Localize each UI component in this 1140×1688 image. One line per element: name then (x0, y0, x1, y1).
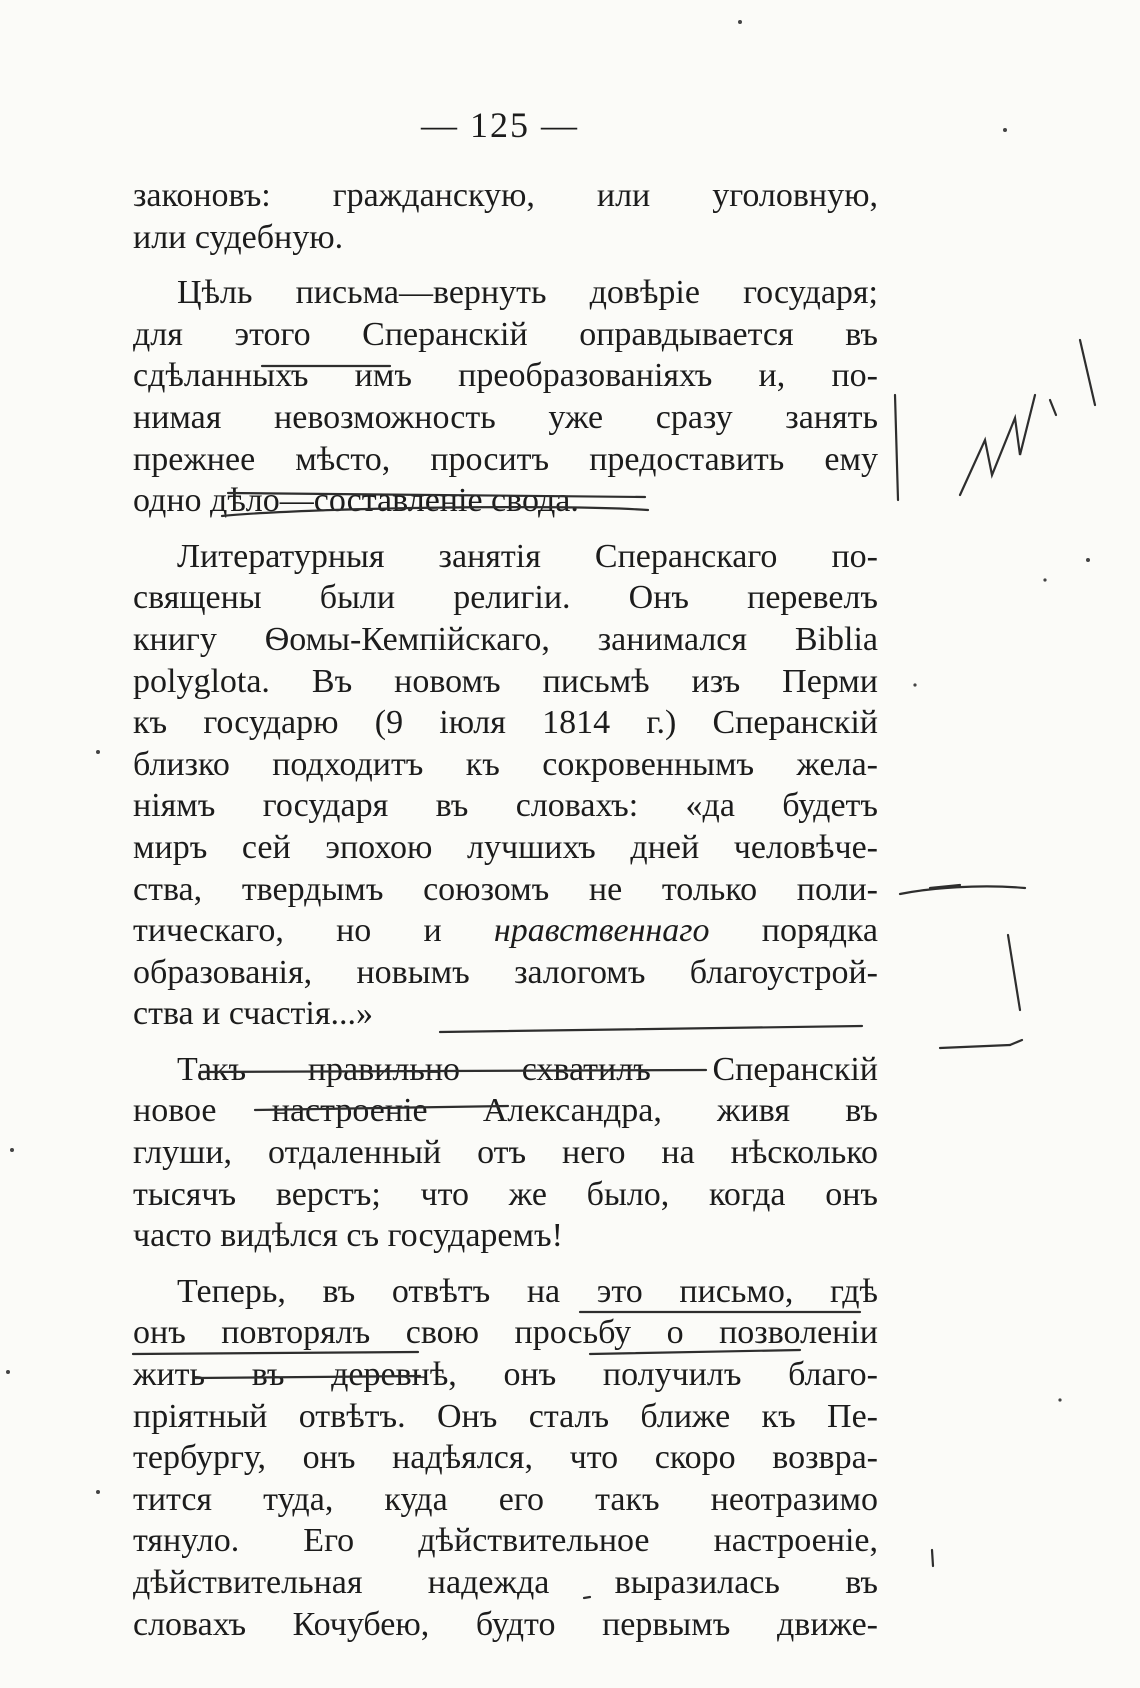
margin-scribble (960, 395, 1035, 495)
pencil-overline (195, 1376, 420, 1378)
text-line: Такъ правильно схватилъ Сперанскій (177, 1050, 878, 1088)
text-line: для этого Сперанскій оправдывается въ (133, 315, 878, 353)
margin-stroke (1008, 935, 1020, 1010)
speck (10, 1148, 14, 1152)
speck (96, 750, 100, 754)
text-line: ніямъ государя въ словахъ: «да будетъ (133, 787, 878, 825)
text-line: ства, твердымъ союзомъ не только поли- (133, 870, 878, 908)
speck (6, 1370, 10, 1374)
margin-dash (940, 1045, 1010, 1048)
text-line: дѣйствительная надежда выразилась въ (133, 1564, 878, 1601)
margin-scribble (1050, 400, 1056, 415)
text-line: къ государю (9 іюля 1814 г.) Сперанскій (133, 704, 878, 742)
text-line: Литературныя занятія Сперанскаго по- (177, 537, 878, 575)
speck (1058, 1398, 1061, 1401)
margin-scribble (1080, 340, 1095, 405)
text-line: прежнее мѣсто, проситъ предоставить ему (133, 440, 878, 478)
page-number: — 125 — (421, 105, 579, 145)
pencil-underline (590, 1350, 800, 1354)
text-line: одно дѣло—составленіе свода. (133, 482, 579, 520)
text-line: или судебную. (133, 218, 344, 256)
text-line: словахъ Кочубею, будто первымъ движе- (133, 1605, 878, 1643)
margin-stroke (932, 1550, 933, 1566)
text-line: глуши, отдаленный отъ него на нѣсколько (133, 1134, 878, 1172)
text-line: тербургу, онъ надѣялся, что скоро возвра- (133, 1439, 878, 1477)
text-line: тысячъ верстъ; что же было, когда онъ (133, 1175, 878, 1213)
text-line: Теперь, въ отвѣтъ на это письмо, гдѣ (177, 1272, 878, 1310)
text-line: жить въ деревнѣ, онъ получилъ благо- (133, 1356, 878, 1394)
speck (1043, 578, 1046, 581)
margin-bracket (895, 395, 898, 500)
text-line: нимая невозможность уже сразу занять (133, 398, 878, 436)
text-line: ства и счастія...» (133, 995, 373, 1033)
speck (913, 683, 916, 686)
speck (1086, 558, 1090, 562)
text-line: миръ сей эпохою лучшихъ дней человѣче- (133, 828, 878, 866)
text-line: законовъ: гражданскую, или уголовную, (133, 177, 878, 214)
text-line: новое настроеніе Александра, живя въ (133, 1092, 878, 1130)
text-line: близко подходитъ къ сокровеннымъ жела- (133, 745, 878, 783)
line-fragment: тическаго, но и (133, 912, 494, 950)
pencil-underline (255, 1106, 508, 1110)
text-line: polyglota. Въ новомъ письмѣ изъ Перми (133, 662, 878, 700)
italic-word: нравственнаго (493, 912, 710, 950)
text-line: онъ повторялъ свою просьбу о позволеніи (133, 1314, 878, 1352)
pencil-underline (200, 1070, 706, 1072)
pencil-overline (222, 507, 648, 516)
text-line: Цѣль письма—вернуть довѣріе государя; (177, 274, 878, 312)
speck (1003, 128, 1007, 132)
speck (738, 20, 742, 24)
text-line: тится туда, куда его такъ неотразимо (133, 1480, 878, 1518)
margin-stroke (584, 1597, 590, 1598)
text-line: пріятный отвѣтъ. Онъ сталъ ближе къ Пе- (133, 1397, 878, 1435)
margin-dash (1010, 1040, 1022, 1045)
text-line: тянуло. Его дѣйствительное настроеніе, (133, 1522, 878, 1560)
margin-dash (900, 886, 1025, 894)
pencil-underline (133, 1352, 418, 1354)
speck (96, 1490, 100, 1494)
text-line: книгу Ѳомы-Кемпійскаго, занимался Biblia (133, 620, 878, 658)
text-line: образованія, новымъ залогомъ благоустрой- (133, 953, 878, 991)
text-line: священы были религіи. Онъ перевелъ (133, 579, 878, 617)
pencil-underline (228, 493, 645, 497)
pencil-underline (440, 1026, 862, 1032)
line-fragment: порядка (709, 912, 878, 950)
text-line: часто видѣлся съ государемъ! (133, 1217, 563, 1255)
text-line: сдѣланныхъ имъ преобразованіяхъ и, по- (133, 357, 878, 395)
